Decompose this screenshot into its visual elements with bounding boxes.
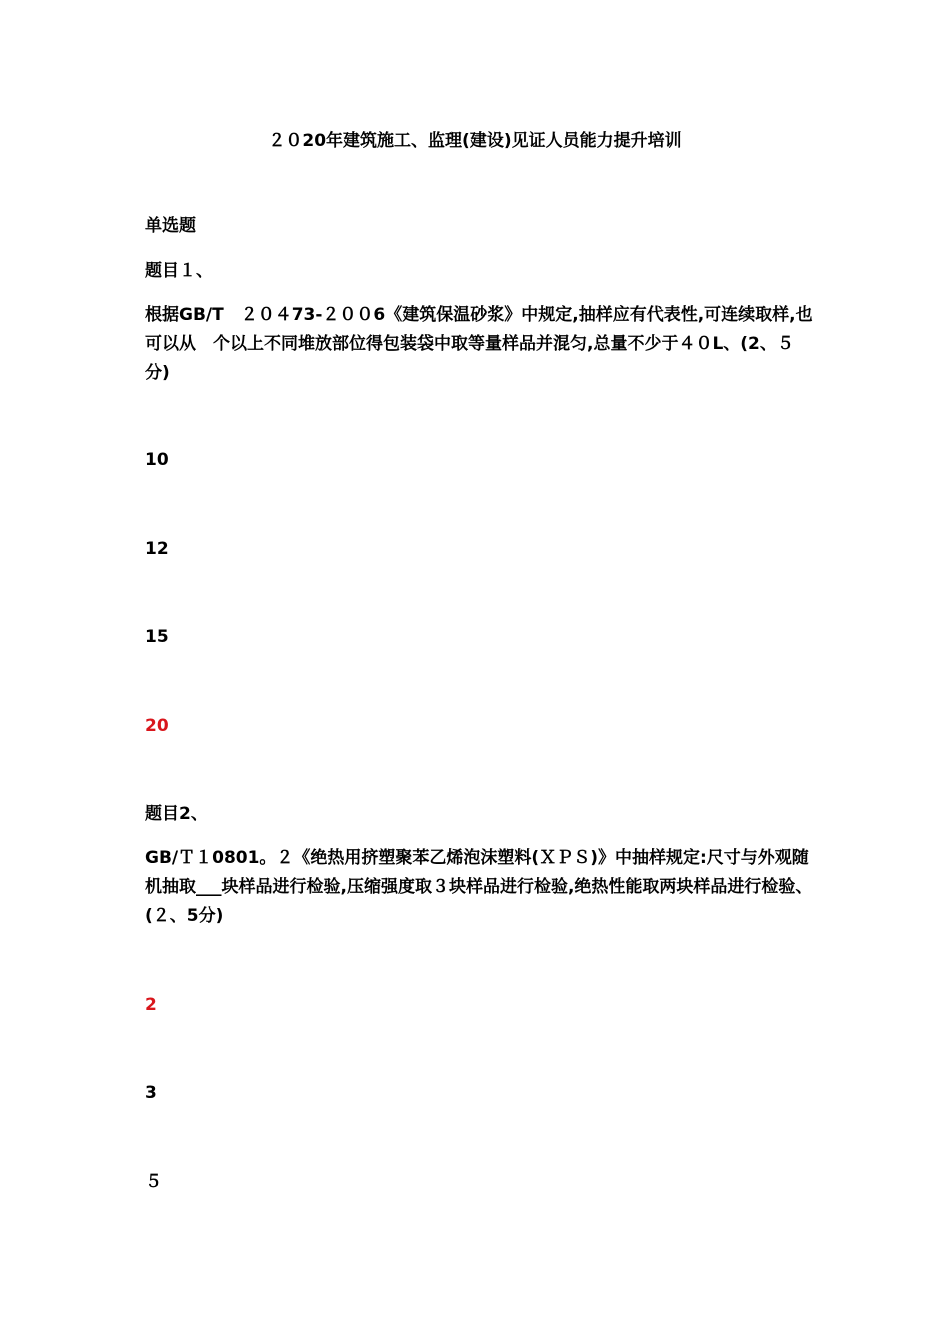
- question-2-heading: 题目2、: [145, 804, 208, 824]
- question-2-option-a-correct[interactable]: 2: [145, 995, 157, 1015]
- question-1-option-c[interactable]: 15: [145, 627, 169, 647]
- section-label: 单选题: [145, 216, 196, 236]
- question-1-option-a[interactable]: 10: [145, 450, 169, 470]
- question-1-option-d-correct[interactable]: 20: [145, 716, 169, 736]
- question-2-option-b[interactable]: 3: [145, 1083, 157, 1103]
- question-2-option-c[interactable]: ５: [145, 1172, 162, 1192]
- document-title: ２０20年建筑施工、监理(建设)见证人员能力提升培训: [268, 131, 682, 151]
- question-2-text: GB/Ｔ１0801。２《绝热用挤塑聚苯乙烯泡沫塑料(ＸＰＳ)》中抽样规定:尺寸与外观随机抽取___块样品进行检验,压缩强度取３块样品进行检验,绝热性能取两块样品进行检验、(２、5分): [145, 848, 813, 926]
- question-1-option-b[interactable]: 12: [145, 539, 169, 559]
- question-1-text: 根据GB/T ２０４73-２００6《建筑保温砂浆》中规定,抽样应有代表性,可连续取样,也可以从 个以上不同堆放部位得包装袋中取等量样品并混匀,总量不少于４０L、(2、５分): [145, 305, 813, 383]
- question-1-heading: 题目１、: [145, 261, 213, 281]
